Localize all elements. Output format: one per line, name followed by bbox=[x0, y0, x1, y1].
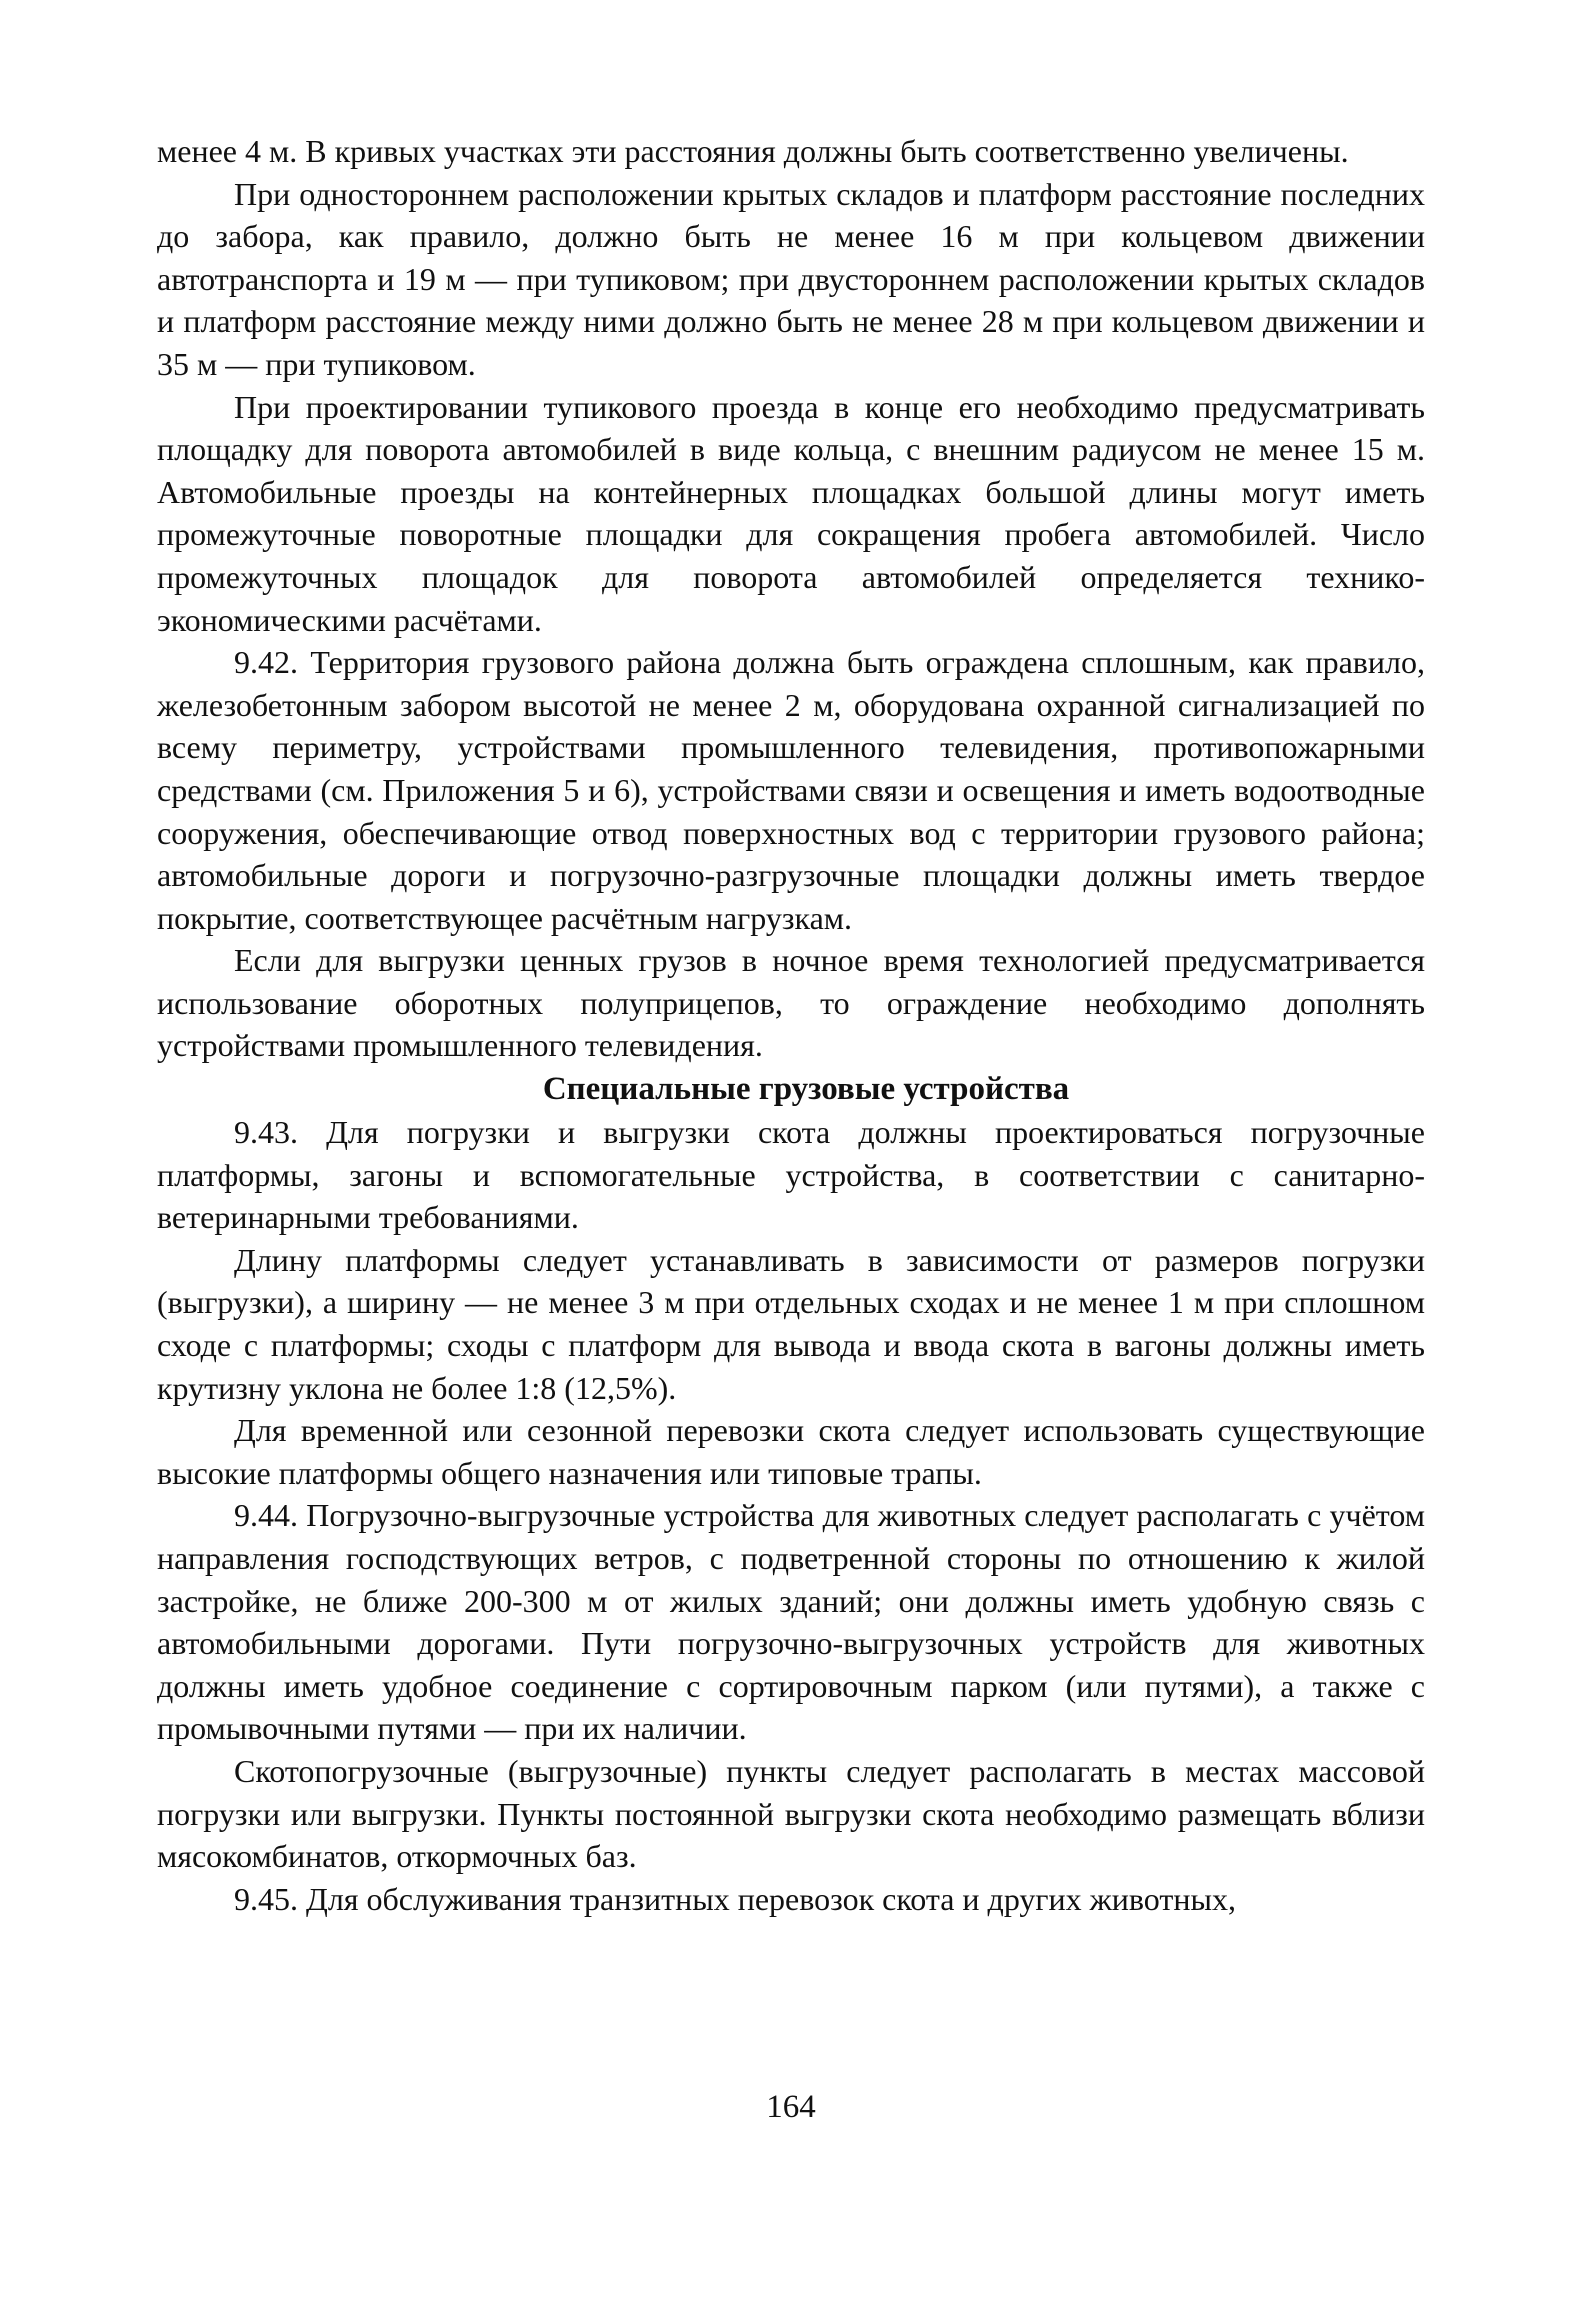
paragraph-continuation: менее 4 м. В кривых участках эти расстояния должны быть соответственно увеличены. bbox=[157, 133, 1349, 169]
paragraph-9-43: 9.43. Для погрузки и выгрузки скота должны проектироваться погрузочные платформы, загоны и вспомогательные устройства, в соответствии с санитарно-ветеринарными требованиями. bbox=[157, 1114, 1425, 1236]
paragraph-warehouse-distance: При одностороннем расположении крытых складов и платформ расстояние последних до забора, как правило, должно быть не менее 16 м при кольцевом движении автотранспорта и 19 м — при тупиковом; при двустороннем расположении крытых складов и платформ расстояние между ними должно быть не менее 28 м при кольцевом движении и 35 м — при тупиковом. bbox=[157, 175, 1425, 382]
paragraph-seasonal-transport: Для временной или сезонной перевозки скота следует использовать существующие высокие платформы общего назначения или типовые трапы. bbox=[157, 1412, 1425, 1491]
paragraph-turnaround-area: При проектировании тупикового проезда в конце его необходимо предусматривать площадку для поворота автомобилей в виде кольца, с внешним радиусом не менее 15 м. Автомобильные проезды на контейнерных площадках большой длины могут иметь промежуточные поворотные площадки для сокращения пробега автомобилей. Число промежуточных площадок для поворота автомобилей определяется технико-экономическими расчётами. bbox=[157, 388, 1425, 638]
page-number: 164 bbox=[766, 2089, 816, 2125]
page-body bbox=[157, 130, 1425, 1920]
paragraph-9-42: 9.42. Территория грузового района должна быть ограждена сплошным, как правило, железобетонным забором высотой не менее 2 м, оборудована охранной сигнализацией по всему периметру, устройствами промышленного телевидения, противопожарными средствами (см. Приложения 5 и 6), устройствами связи и освещения и иметь водоотводные сооружения, обеспечивающие отвод поверхностных вод с территории грузового района; автомобильные дороги и погрузочно-разгрузочные площадки должны иметь твердое покрытие, соответствующее расчётным нагрузкам. bbox=[157, 644, 1425, 936]
paragraph-loading-points: Скотопогрузочные (выгрузочные) пункты следует располагать в местах массовой погрузки или выгрузки. Пункты постоянной выгрузки скота необходимо размещать вблизи мясокомбинатов, откормочных баз. bbox=[157, 1752, 1425, 1875]
paragraph-valuable-cargo: Если для выгрузки ценных грузов в ночное время технологией предусматривается использование оборотных полуприцепов, то ограждение необходимо дополнять устройствами промышленного телевидения. bbox=[157, 942, 1425, 1064]
paragraph-9-44: 9.44. Погрузочно-выгрузочные устройства для животных следует располагать с учётом направления господствующих ветров, с подветренной стороны по отношению к жилой застройке, не ближе 200-300 м от жилых зданий; они должны иметь удобную связь с автомобильными дорогами. Пути погрузочно-выгрузочных устройств для животных должны иметь удобное соединение с сортировочным парком (или путями), а также с промывочными путями — при их наличии. bbox=[157, 1497, 1425, 1747]
section-heading: Специальные грузовые устройства bbox=[542, 1071, 1070, 1108]
paragraph-9-45: 9.45. Для обслуживания транзитных перевозок скота и других животных, bbox=[234, 1880, 1236, 1917]
paragraph-platform-length: Длину платформы следует устанавливать в зависимости от размеров погрузки (выгрузки), а ширину — не менее 3 м при отдельных сходах и не менее 1 м при сплошном сходе с платформы; сходы с платформ для вывода и ввода скота в вагоны должны иметь крутизну уклона не более 1:8 (12,5%). bbox=[157, 1241, 1425, 1406]
